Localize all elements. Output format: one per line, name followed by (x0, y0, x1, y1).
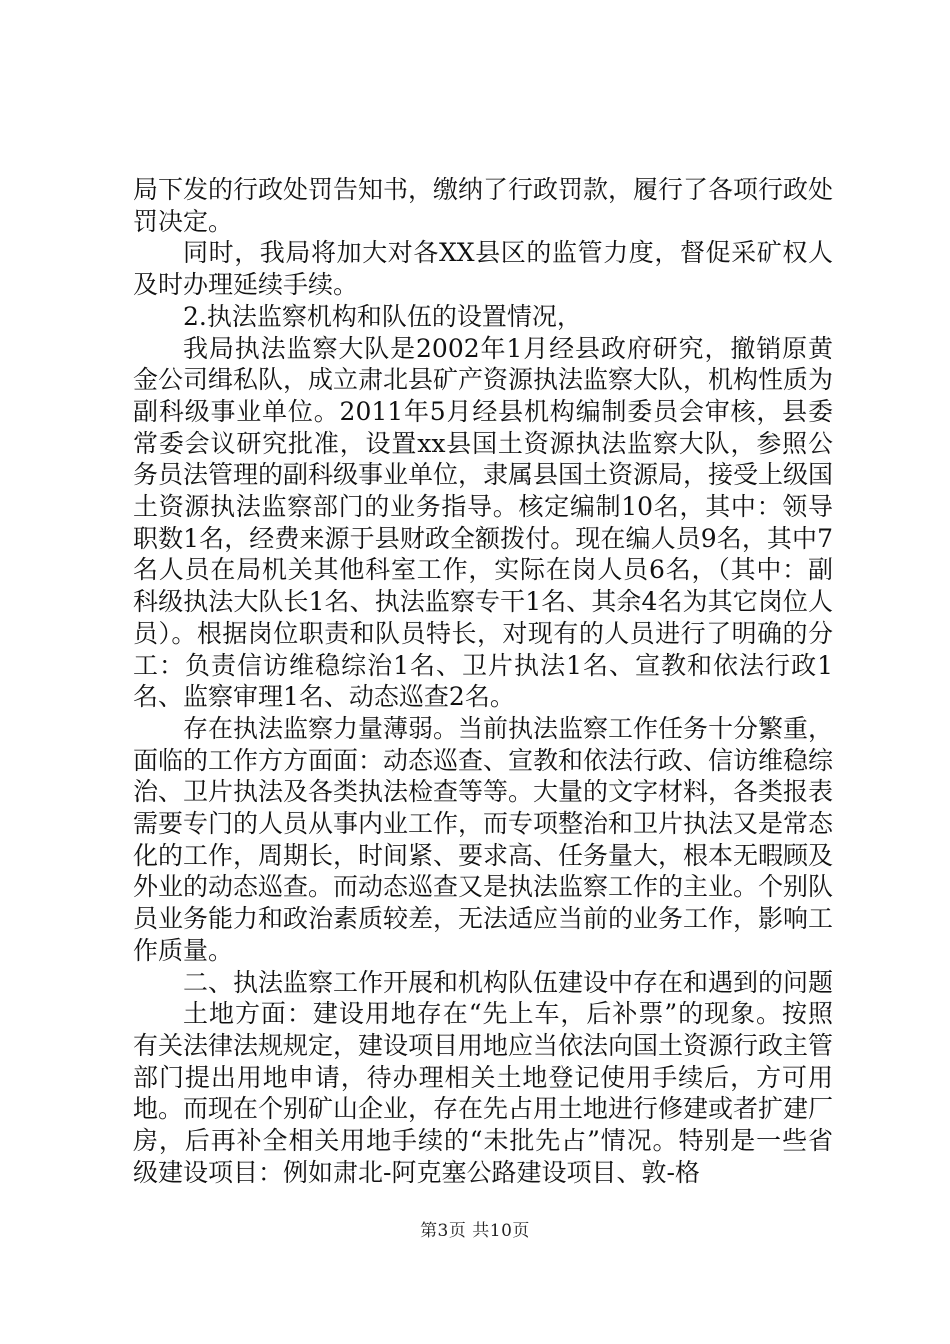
page-footer: 第3页 共10页 (420, 1221, 530, 1241)
paragraph-1: 局下发的行政处罚告知书，缴纳了行政罚款，履行了各项行政处罚决定。 (133, 175, 834, 236)
document-body (133, 174, 833, 1189)
paragraph-5: 存在执法监察力量薄弱。当前执法监察工作任务十分繁重，面临的工作方方面面：动态巡查、宣教和依法行政、信访维稳综治、卫片执法及各类执法检查等等。大量的文字材料，各类报表需要专门的人员从事内业工作，而专项整治和卫片执法又是常态化的工作，周期长，时间紧、要求高、任务量大，根本无暇顾及外业的动态巡查。而动态巡查又是执法监察工作的主业。个别队员业务能力和政治素质较差，无法适应当前的业务工作，影响工作质量。 (133, 713, 834, 965)
section-heading-problems: 二、执法监察工作开展和机构队伍建设中存在和遇到的问题 (183, 967, 834, 997)
paragraph-2: 同时，我局将加大对各XX县区的监管力度，督促采矿权人及时办理延续手续。 (133, 238, 833, 300)
section-heading-2: 2.执法监察机构和队伍的设置情况， (183, 301, 582, 331)
paragraph-7: 土地方面：建设用地存在“先上车，后补票”的现象。按照有关法律法规规定，建设项目用地应当依法向国土资源行政主管部门提出用地申请，待办理相关土地登记使用手续后，方可用地。而现在个别矿山企业，存在先占用土地进行修建或者扩建厂房，后再补全相关用地手续的“未批先占”情况。特别是一些省级建设项目：例如肃北-阿克塞公路建设项目、敦-格 (133, 999, 834, 1187)
paragraph-4: 我局执法监察大队是2002年1月经县政府研究，撤销原黄金公司缉私队，成立肃北县矿产资源执法监察大队，机构性质为副科级事业单位。2011年5月经县机构编制委员会审核，县委常委会议研究批准，设置xx县国土资源执法监察大队，参照公务员法管理的副科级事业单位，隶属县国土资源局，接受上级国土资源执法监察部门的业务指导。核定编制10名，其中：领导职数1名，经费来源于县财政全额拨付。现在编人员9名，其中7名人员在局机关其他科室工作，实际在岗人员6名，（其中：副科级执法大队长1名、执法监察专干1名、其余4名为其它岗位人员）。根据岗位职责和队员特长，对现有的人员进行了明确的分工：负责信访维稳综治1名、卫片执法1名、宣教和依法行政1名、监察审理1名、动态巡查2名。 (133, 333, 834, 712)
